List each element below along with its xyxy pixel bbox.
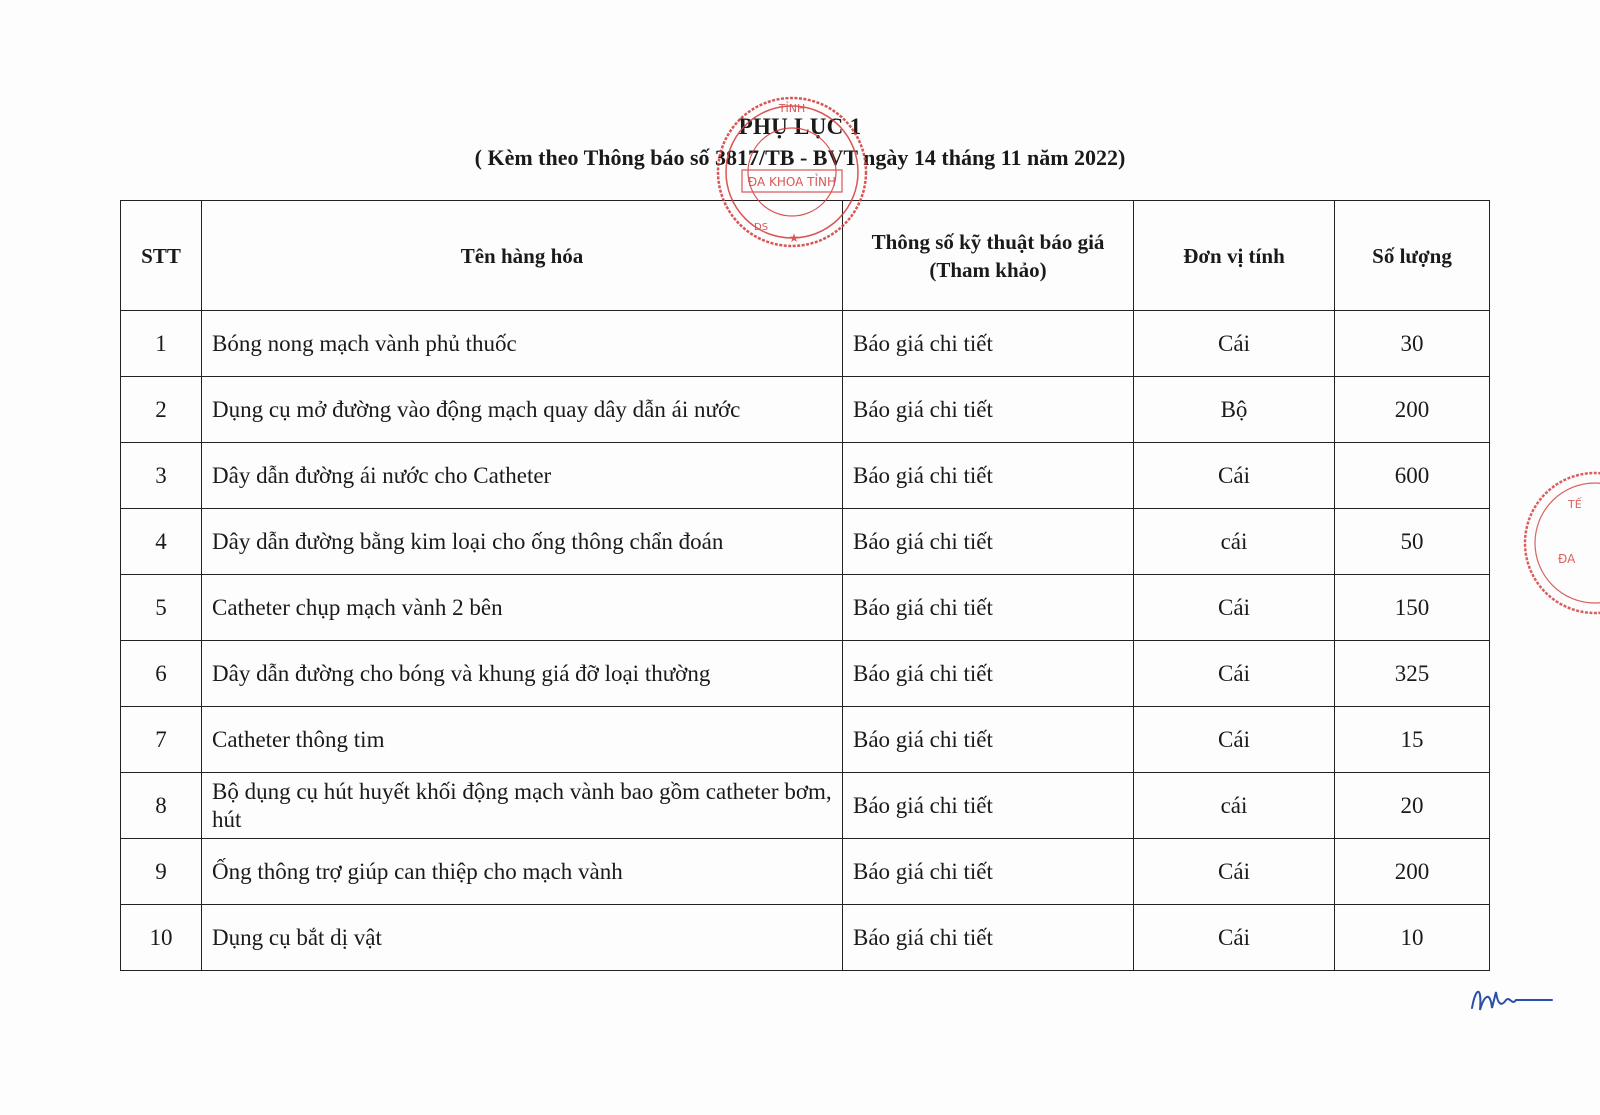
svg-text:ĐA KHOA TỈNH: ĐA KHOA TỈNH [747, 175, 837, 189]
cell-stt: 4 [121, 509, 202, 575]
cell-qty: 20 [1335, 773, 1490, 839]
table-row [121, 641, 1490, 707]
cell-stt: 8 [121, 773, 202, 839]
cell-stt: 3 [121, 443, 202, 509]
svg-text:TẾ: TẾ [1568, 498, 1582, 511]
cell-qty: 15 [1335, 707, 1490, 773]
cell-qty: 200 [1335, 377, 1490, 443]
header-name: Tên hàng hóa [202, 201, 843, 311]
cell-spec: Báo giá chi tiết [843, 905, 1134, 971]
svg-text:ĐA: ĐA [1558, 552, 1576, 566]
cell-name: Bộ dụng cụ hút huyết khối động mạch vành bao gồm catheter bơm, hút [202, 773, 843, 839]
cell-name: Bóng nong mạch vành phủ thuốc [202, 311, 843, 377]
cell-spec: Báo giá chi tiết [843, 773, 1134, 839]
header-spec [843, 201, 1134, 311]
table-row [121, 773, 1490, 839]
cell-stt: 6 [121, 641, 202, 707]
header-spec-line1: Thông số kỹ thuật báo giá [871, 229, 1105, 254]
header-unit: Đơn vị tính [1134, 201, 1335, 311]
cell-spec: Báo giá chi tiết [843, 509, 1134, 575]
cell-name: Dụng cụ mở đường vào động mạch quay dây dẫn ái nước [202, 377, 843, 443]
cell-name: Ống thông trợ giúp can thiệp cho mạch vành [202, 839, 843, 905]
cell-qty: 10 [1335, 905, 1490, 971]
cell-spec: Báo giá chi tiết [843, 839, 1134, 905]
cell-stt: 9 [121, 839, 202, 905]
table-row [121, 905, 1490, 971]
svg-text:★: ★ [788, 231, 800, 245]
cell-spec: Báo giá chi tiết [843, 641, 1134, 707]
goods-table [120, 200, 1490, 971]
table-row [121, 443, 1490, 509]
cell-spec: Báo giá chi tiết [843, 377, 1134, 443]
cell-qty: 30 [1335, 311, 1490, 377]
cell-name: Dây dẫn đường bằng kim loại cho ống thông chẩn đoán [202, 509, 843, 575]
cell-qty: 325 [1335, 641, 1490, 707]
svg-text:DS: DS [754, 222, 769, 233]
cell-unit: Cái [1134, 641, 1335, 707]
cell-unit: Cái [1134, 839, 1335, 905]
cell-qty: 50 [1335, 509, 1490, 575]
cell-unit: cái [1134, 773, 1335, 839]
cell-unit: Bộ [1134, 377, 1335, 443]
svg-text:TỈNH: TỈNH [778, 102, 806, 115]
cell-unit: Cái [1134, 905, 1335, 971]
header-stt: STT [121, 201, 202, 311]
cell-qty: 600 [1335, 443, 1490, 509]
cell-stt: 7 [121, 707, 202, 773]
header-qty: Số lượng [1335, 201, 1490, 311]
cell-stt: 2 [121, 377, 202, 443]
page-subtitle: ( Kèm theo Thông báo số 3817/TB - BVT ngày 14 tháng 11 năm 2022) [474, 145, 1126, 170]
cell-qty: 200 [1335, 839, 1490, 905]
table-row [121, 509, 1490, 575]
cell-unit: Cái [1134, 707, 1335, 773]
partial-red-seal-stamp [1520, 468, 1600, 618]
table-row [121, 575, 1490, 641]
cell-stt: 5 [121, 575, 202, 641]
cell-name: Dây dẫn đường cho bóng và khung giá đỡ loại thường [202, 641, 843, 707]
cell-unit: Cái [1134, 311, 1335, 377]
cell-qty: 150 [1335, 575, 1490, 641]
cell-stt: 1 [121, 311, 202, 377]
cell-spec: Báo giá chi tiết [843, 707, 1134, 773]
cell-name: Catheter thông tim [202, 707, 843, 773]
cell-unit: Cái [1134, 443, 1335, 509]
header-spec-line2: (Tham khảo) [929, 257, 1047, 282]
table-row [121, 839, 1490, 905]
handwritten-signature [1466, 976, 1556, 1026]
cell-unit: Cái [1134, 575, 1335, 641]
cell-spec: Báo giá chi tiết [843, 443, 1134, 509]
cell-unit: cái [1134, 509, 1335, 575]
cell-name: Dây dẫn đường ái nước cho Catheter [202, 443, 843, 509]
cell-spec: Báo giá chi tiết [843, 311, 1134, 377]
table-row [121, 377, 1490, 443]
table-row [121, 311, 1490, 377]
cell-spec: Báo giá chi tiết [843, 575, 1134, 641]
cell-name: Catheter chụp mạch vành 2 bên [202, 575, 843, 641]
table-row [121, 707, 1490, 773]
page-title: PHỤ LỤC 1 [738, 114, 862, 139]
cell-name: Dụng cụ bắt dị vật [202, 905, 843, 971]
table-header-row [121, 201, 1490, 311]
cell-stt: 10 [121, 905, 202, 971]
